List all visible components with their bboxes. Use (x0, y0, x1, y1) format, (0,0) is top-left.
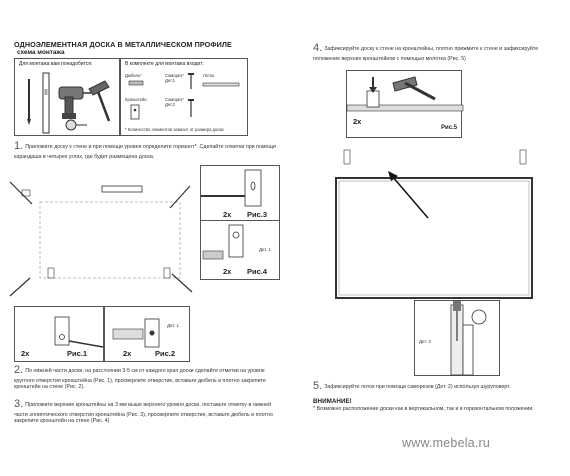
warning-text: * Возможно расположение доски как в вертикальном, так и в горизонтальном положении. (313, 406, 534, 412)
watermark: www.mebela.ru (402, 436, 491, 450)
bottom-bracket-left-icon (48, 268, 54, 278)
kit-item-tray: Лоток (203, 73, 215, 78)
kit-illustration (121, 59, 249, 137)
tools-box (14, 58, 120, 136)
figure-1-label: Рис.1 (67, 349, 88, 358)
step-2: 2. По нижней части доски, на расстоянии 3-5 см от каждого края доски сделайте отметки на уровне круглого отверстия кронштейна (Рис. 1), просверлите отверстие, вставьте дюбель и плотно закрепите кронштейн на стене (Рис. 2). (14, 364, 266, 391)
bracket-icon (367, 91, 379, 107)
figure-4-part: Дет. 1 (259, 247, 271, 252)
warning-title: ВНИМАНИЕ! (313, 398, 352, 405)
figure-4 (200, 220, 280, 280)
tools-illustration (15, 59, 121, 137)
figure-1 (14, 306, 104, 362)
screw-icon (188, 73, 194, 89)
level-tool-icon (43, 73, 49, 133)
kit-box (120, 58, 248, 136)
step-4: 4. Зафиксируйте доску к стене на кронштейны, плотно прижмите к стене и зафиксируйте положение верхних кронштейнов с помощью молотка (Рис. 5) (313, 42, 539, 62)
page-title: ОДНОЭЛЕМЕНТНАЯ ДОСКА В МЕТАЛЛИЧЕСКОМ ПРОФИЛЕ (14, 40, 232, 49)
figure-6 (414, 300, 500, 376)
kit-item-screw-2: Саморез* Дет.2 (165, 97, 184, 107)
top-bracket-right-icon (520, 150, 526, 164)
page-subtitle: схема монтажа (17, 49, 65, 56)
kit-item-dowel: Дюбель* (125, 73, 142, 78)
figure-4-count: 2x (223, 267, 232, 276)
level-icon (102, 186, 142, 192)
figure-2-part: Дет. 1 (167, 323, 179, 328)
dowel-icon (129, 81, 143, 85)
kit-footnote: * Количество элементов зависит от размера доски (125, 127, 224, 132)
tape-measure-icon (66, 120, 87, 130)
figure-3-count: 2x (223, 210, 232, 219)
bracket-icon (229, 225, 243, 257)
figure-1-count: 2x (21, 349, 30, 358)
bracket-icon (131, 105, 139, 119)
figure-2-label: Рис.2 (155, 349, 176, 358)
pencil-icon (27, 79, 31, 125)
hammer-icon (89, 81, 109, 121)
screw-2-icon (188, 99, 194, 117)
step-1: 1. Приложите доску к стене и при помощи уровня определите горизонт*. Сделайте отметки при помощи карандаша в четырех углах, где будет размещена доска. (14, 140, 276, 160)
figure-4-label: Рис.4 (247, 267, 268, 276)
whiteboard-icon (336, 178, 532, 298)
figure-5 (346, 70, 462, 138)
figure-3 (200, 165, 280, 225)
figure-2 (104, 306, 190, 362)
figure-3-label: Рис.3 (247, 210, 268, 219)
step-5: 5. Зафиксируйте лоток при помощи саморезов (Дет. 2) используя шуруповерт. (313, 380, 511, 392)
figure-2-count: 2x (123, 349, 132, 358)
kit-item-bracket: Кронштейн (125, 97, 147, 102)
tools-box-caption: Для монтажа вам понадобится: (19, 61, 93, 67)
pencil-mark-icon-3 (10, 278, 30, 296)
figure-5-count: 2x (353, 117, 362, 126)
bracket-icon (55, 317, 69, 345)
hammer-icon (393, 77, 435, 99)
kit-box-caption: В комплекте для монтажа входит: (125, 61, 204, 67)
figure-6-part: Дет. 2 (419, 339, 431, 344)
top-bracket-left-icon (344, 150, 350, 164)
pencil-icon (69, 341, 103, 347)
bottom-bracket-right-icon (164, 268, 170, 278)
board-outline (40, 202, 180, 278)
step-3: 3. Приложите верхние кронштейны на 3 мм выше верхнего уровня доски, поставьте отметку в нижней части эллиптического отверстия кронштейна (Рис. 3), просверлите отверстие, вставьте дюбель и плотно закрепите кронштейн на стене (Рис. 4) (14, 398, 273, 425)
board-edge (347, 105, 463, 111)
screwdriver-icon (113, 329, 143, 339)
drill-icon (59, 87, 91, 119)
screwdriver-icon (203, 251, 223, 259)
figure-5-label: Рис.5 (441, 125, 458, 131)
kit-item-screw-1: Саморез* Дет.1 (165, 73, 184, 83)
tray-icon (203, 83, 239, 86)
pencil-mark-icon-4 (172, 274, 192, 292)
